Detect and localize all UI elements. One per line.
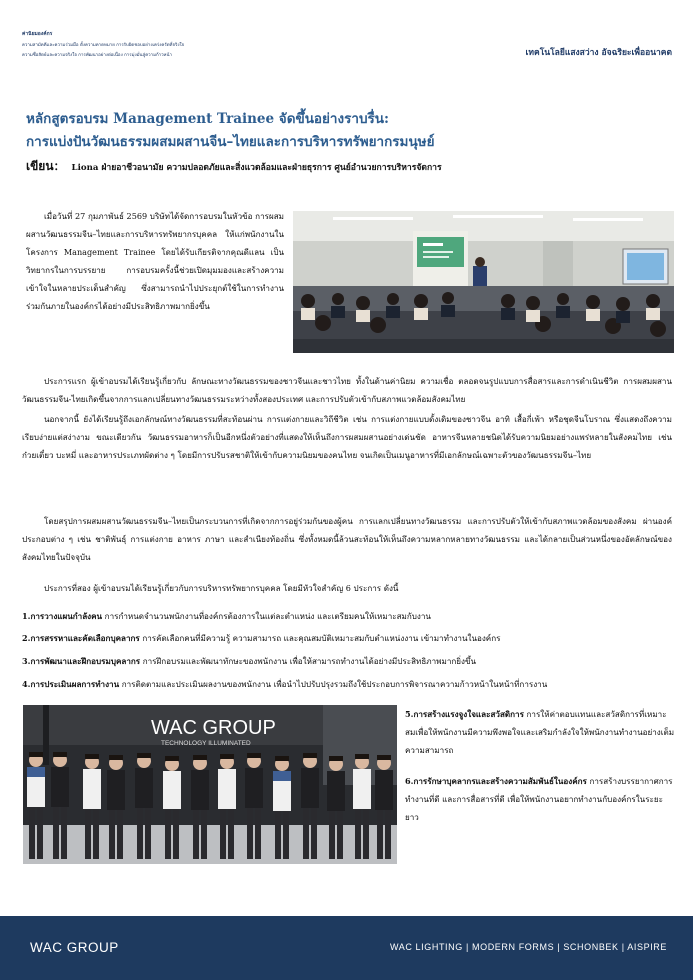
intro-paragraph [26, 207, 284, 315]
page-header [22, 30, 672, 70]
paragraph-dress-and-food: นอกจากนี้ ยังได้เรียนรู้ถึงเอกลักษณ์ทางวัฒนธรรมที่สะท้อนผ่าน การแต่งกายและวิถีชีวิต เช่น การแต่งกายแบบดั้งเดิมของชาวจีน อาทิ เสื้อกี่เพ้า หรือชุดจีนโบราณ ซึ่งแสดงถึงความเรียบง่ายแต่สง่างาม ขณะเดียวกัน วัฒนธรรมอาหารก็เป็นอีกหนึ่งตัวอย่างที่แสดงให้เห็นถึงการผสมผสานอย่างเด่นชัด อาหารจีนหลายชนิดได้รับความนิยมอย่างแพร่หลายในสังคมไทย เช่น ก๋วยเตี๋ยว บะหมี่ และอาหารประเภทผัดต่าง ๆ โดยมีการปรับรสชาติให้เข้ากับความนิยมของคนไทย จนเกิดเป็นเมนูอาหารที่มีเอกลักษณ์เฉพาะตัวของวัฒนธรรมจีน–ไทย [22, 414, 672, 460]
hr-item-5-label: 5.การสร้างแรงจูงใจและสวัสดิการ [405, 709, 524, 719]
paragraph-hr-intro: ประการที่สอง ผู้เข้าอบรมได้เรียนรู้เกี่ยวกับการบริหารทรัพยากรบุคคล โดยมีหัวใจสำคัญ 6 ประการ ดังนี้ [44, 583, 399, 593]
hr-item-3-label: 3.การพัฒนาและฝึกอบรมบุคลากร [22, 656, 141, 666]
footer-brand-list: WAC LIGHTING | MODERN FORMS | SCHONBEK | AISPIRE [389, 942, 667, 952]
hr-item-5 [405, 705, 675, 759]
core-values-line-1: ความสามัคคีและความร่วมมือ ตั้งความคาดหมาย การรับผิดชอบอย่างเคร่งครัดที่จริงใจ [22, 43, 185, 48]
group-photo-image [23, 705, 397, 864]
page-footer [0, 916, 693, 980]
hr-item-1-text: การกำหนดจำนวนพนักงานที่องค์กรต้องการในแต่ละตำแหน่ง และเตรียมคนให้เหมาะสมกับงาน [102, 611, 431, 621]
technology-illuminated-sign: TECHNOLOGY ILLUMINATED [161, 740, 251, 747]
hr-item-6 [405, 772, 675, 826]
training-room-photo [293, 211, 674, 353]
core-values-line-2: ความซื่อสัตย์และความจริงใจ การพัฒนาอย่างต่อเนื่อง การมุ่งมั่นสู่ความก้าวหน้า [22, 53, 172, 58]
article-title-line-2: การแบ่งปันวัฒนธรรมผสมผสานจีน–ไทยและการบริหารทรัพยากรมนุษย์ [26, 134, 435, 150]
training-room-photo-image [293, 211, 674, 353]
article-title-line-1: หลักสูตรอบรม Management Trainee จัดขึ้นอย่างราบรื่น: [26, 111, 389, 127]
hr-item-2-label: 2.การสรรหาและคัดเลือกบุคลากร [22, 633, 140, 643]
hr-item-1-label: 1.การวางแผนกำลังคน [22, 611, 103, 621]
paragraph-summary: โดยสรุปการผสมผสานวัฒนธรรมจีน–ไทยเป็นกระบวนการที่เกิดจากการอยู่ร่วมกันของผู้คน การแลกเปลี่ยนทางวัฒนธรรม และการปรับตัวให้เข้ากับสภาพแวดล้อมของสังคม ผ่านองค์ประกอบต่าง ๆ เช่น ชาติพันธุ์ การแต่งกาย อาหาร ภาษา และสำเนียงท้องถิ่น ซึ่งทั้งหมดนี้ล้วนสะท้อนให้เห็นถึงความหลากหลายทางวัฒนธรรม และได้กลายเป็นส่วนหนึ่งของอัตลักษณ์ของสังคมไทยในปัจจุบัน [22, 516, 672, 562]
hr-item-2 [22, 632, 500, 645]
byline-label: เขียน： [26, 159, 66, 173]
hr-item-5-text: การให้ค่าตอบแทนและสวัสดิการที่เหมาะสมเพื่อให้พนักงานมีความพึงพอใจและเสริมกำลังใจให้พนักงานทำงานอย่างเต็มความสามารถ [405, 709, 675, 755]
paragraph-culture-characteristics: ประการแรก ผู้เข้าอบรมได้เรียนรู้เกี่ยวกับ ลักษณะทางวัฒนธรรมของชาวจีนและชาวไทย ทั้งในด้านค่านิยม ความเชื่อ ตลอดจนรูปแบบการสื่อสารและการดำเนินชีวิต การผสมผสานวัฒนธรรมจีน-ไทยเกิดขึ้นจากการแลกเปลี่ยนทางวัฒนธรรมระหว่างทั้งสองประเทศ และการปรับตัวเข้ากับสภาพแวดล้อมสังคมไทย [22, 376, 672, 404]
hr-item-3 [22, 655, 476, 668]
intro-text: เมื่อวันที่ 27 กุมภาพันธ์ 2569 บริษัทได้จัดการอบรมในหัวข้อ การผสมผสานวัฒนธรรมจีน–ไทยและการบริหารทรัพยากรบุคคล ให้แก่พนักงานในโครงการ Management Trainee โดยได้รับเกียรติจากคุณดีแลน เป็นวิทยากรในการบรรยาย การอบรมครั้งนี้ช่วยเปิดมุมมองและสร้างความเข้าใจในหลายประเด็นสำคัญ ซึ่งสามารถนำไปประยุกต์ใช้ในการทำงานร่วมกันภายในองค์กรได้อย่างมีประสิทธิภาพมากยิ่งขึ้น [26, 211, 284, 311]
wac-group-sign: WAC GROUP [151, 717, 276, 739]
hr-item-6-label: 6.การรักษาบุคลากรและสร้างความสัมพันธ์ในองค์กร [405, 776, 587, 786]
byline-text: Liona ฝ่ายอาชีวอนามัย ความปลอดภัยและสิ่งแวดล้อมและฝ่ายธุรการ ศูนย์อำนวยการบริหารจัดการ [71, 163, 442, 173]
core-values-title: ค่านิยมองค์กร [22, 31, 53, 37]
hr-item-4 [22, 678, 547, 691]
hr-item-1 [22, 610, 431, 623]
footer-brand-logo: WAC GROUP [30, 940, 119, 955]
hr-item-4-text: การติดตามและประเมินผลงานของพนักงาน เพื่อนำไปปรับปรุงรวมถึงใช้ประกอบการพิจารณาความก้าวหน้าในหน้าที่การงาน [119, 679, 548, 689]
hr-item-3-text: การฝึกอบรมและพัฒนาทักษะของพนักงาน เพื่อให้สามารถทำงานได้อย่างมีประสิทธิภาพมากยิ่งขึ้น [140, 656, 477, 666]
article-byline [26, 157, 442, 176]
hr-item-4-label: 4.การประเมินผลการทำงาน [22, 679, 120, 689]
header-slogan: เทคโนโลยีแสงสว่าง อัจฉริยะเพื่ออนาคต [525, 48, 672, 58]
hr-item-2-text: การคัดเลือกคนที่มีความรู้ ความสามารถ และคุณสมบัติเหมาะสมกับตำแหน่งงาน เข้ามาทำงานในองค์กร [139, 633, 501, 643]
hr-item-6-text: การสร้างบรรยากาศการทำงานที่ดี และการสื่อสารที่ดี เพื่อให้พนักงานอยากทำงานกับองค์กรในระยะยาว [405, 776, 673, 822]
group-photo [23, 705, 397, 864]
